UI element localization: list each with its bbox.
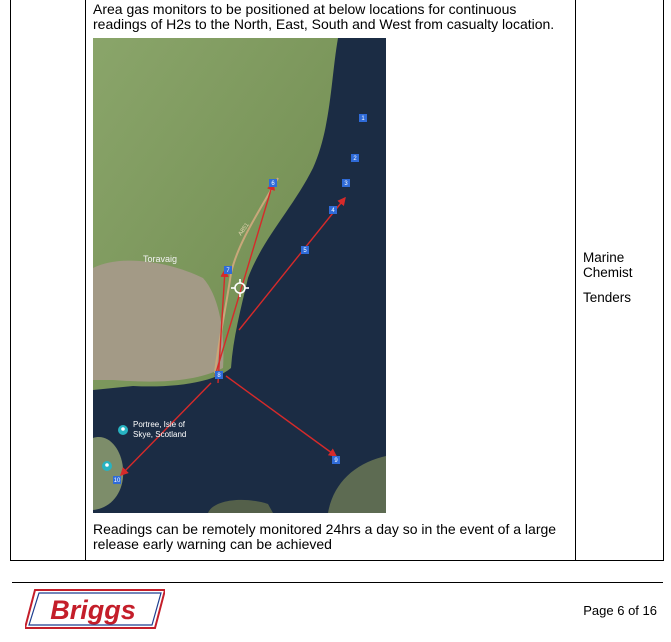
poi-label-line2: Skye, Scotland <box>133 430 187 439</box>
monitor-marker <box>351 154 359 162</box>
table-column-divider <box>575 0 576 561</box>
poi-pin-icon <box>102 461 112 471</box>
monitor-marker <box>359 114 367 122</box>
monitor-marker-number: 2 <box>353 156 357 162</box>
monitor-marker-number: 6 <box>271 181 275 187</box>
place-label: Toravaig <box>143 254 178 264</box>
intro-paragraph: Area gas monitors to be positioned at below locations for continuous readings of H2s to the North, East, South and West from casualty location. <box>93 1 555 32</box>
table-right-border <box>663 0 664 561</box>
road-label: A851 <box>237 222 251 238</box>
logo-text: Briggs <box>50 595 136 625</box>
monitor-marker <box>269 179 277 187</box>
side-label-marine-chemist: Marine Chemist <box>583 250 633 280</box>
monitor-marker <box>224 266 232 274</box>
monitor-marker <box>113 476 121 484</box>
side-label-tenders: Tenders <box>583 290 632 305</box>
map-image <box>93 38 386 513</box>
monitor-location-map <box>93 38 386 513</box>
poi-pin-icon <box>118 425 128 435</box>
closing-paragraph: Readings can be remotely monitored 24hrs a day so in the event of a large release early warning can be achieved <box>93 521 557 552</box>
table-left-border <box>10 0 11 561</box>
footer-rule <box>12 582 663 583</box>
monitor-marker <box>342 179 350 187</box>
monitor-marker-number: 9 <box>334 458 338 464</box>
monitor-marker <box>301 246 309 254</box>
briggs-logo <box>25 588 165 630</box>
monitor-marker-number: 4 <box>331 208 335 214</box>
monitor-marker <box>329 206 337 214</box>
monitor-marker <box>332 456 340 464</box>
monitor-marker-number: 10 <box>113 478 121 484</box>
table-column-divider <box>85 0 86 561</box>
monitor-marker <box>215 371 223 379</box>
table-bottom-border <box>10 560 664 561</box>
poi-label-line1: Portree, Isle of <box>133 420 186 429</box>
monitor-marker-number: 5 <box>303 248 307 254</box>
monitor-marker-number: 3 <box>344 181 348 187</box>
page-number: Page 6 of 16 <box>583 603 657 618</box>
monitor-marker-number: 1 <box>361 116 365 122</box>
monitor-marker-number: 7 <box>226 268 230 274</box>
monitor-marker-number: 8 <box>217 373 221 379</box>
